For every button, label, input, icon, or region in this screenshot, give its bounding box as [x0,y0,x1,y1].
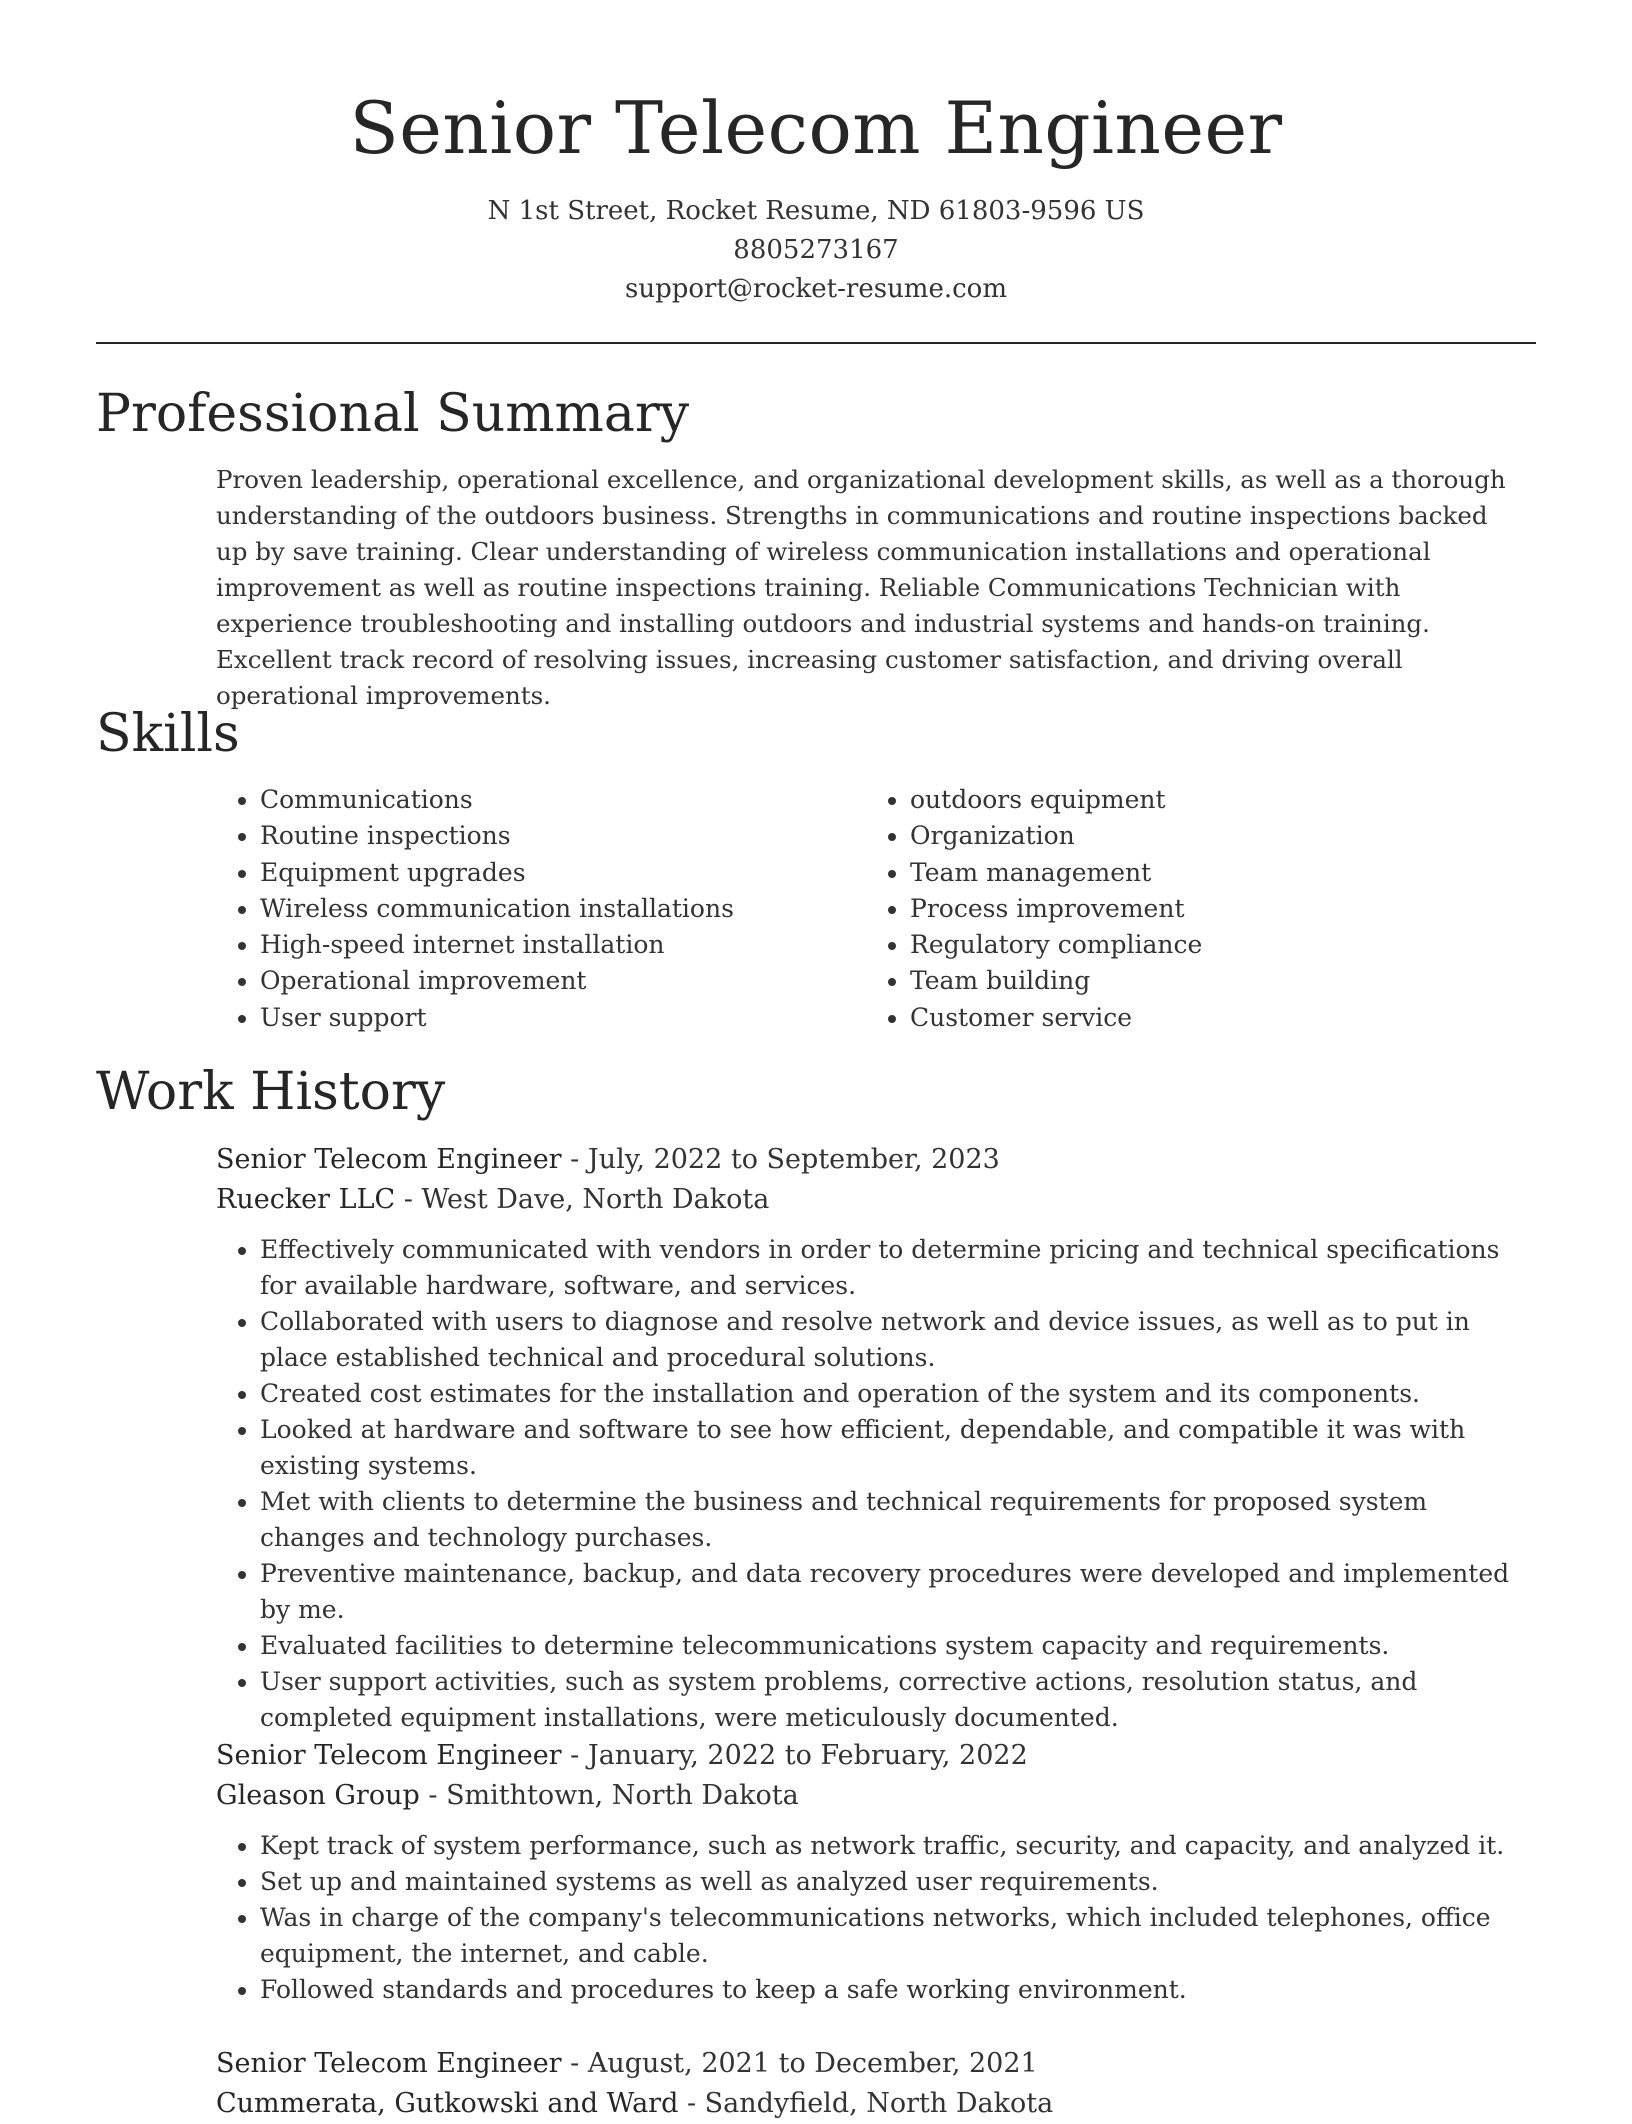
job-separator: - [561,1740,588,1771]
skill-item: • outdoors equipment [910,782,1202,818]
section-title-skills: Skills [96,704,240,764]
resume-name: Senior Telecom Engineer [349,86,1283,170]
job-separator: - [395,1184,422,1215]
job-bullet: • Followed standards and procedures to keep a safe working environment. [260,1972,1510,2008]
job-title: Senior Telecom Engineer [216,2048,562,2079]
skill-item: • Process improvement [910,891,1202,927]
job-title: Senior Telecom Engineer [216,1740,562,1771]
skill-item: • Regulatory compliance [910,927,1202,963]
skill-item: • User support [260,1000,734,1036]
job-dates: August, 2021 to December, 2021 [587,2048,1038,2079]
job-dates: July, 2022 to September, 2023 [587,1144,1000,1175]
job-location: Sandyfield, North Dakota [704,2088,1054,2119]
job-bullet: • Met with clients to determine the business and technical requirements for proposed system changes and technology purchases. [260,1484,1510,1556]
skill-item: • Team building [910,963,1202,999]
skill-item: • Routine inspections [260,818,734,854]
job-company: Cummerata, Gutkowski and Ward [216,2088,679,2119]
contact-address: N 1st Street, Rocket Resume, ND 61803-9596 US [487,196,1145,226]
skills-column-1 [216,782,734,1036]
job-title-line [216,1140,1536,1180]
job-bullet: • User support activities, such as system problems, corrective actions, resolution status, and completed equipment installations, were meticulously documented. [260,1664,1510,1736]
summary-text: Proven leadership, operational excellence, and organizational development skills, as well as a thorough understanding of the outdoors business. Strengths in communications and routine inspections backed up by save training. Clear understanding of wireless communication installations and operational improvement as well as routine inspections training. Reliable Communications Technician with experience troubleshooting and installing outdoors and industrial systems and hands-on training. Excellent track record of resolving issues, increasing customer satisfaction, and driving overall operational improvements. [216,465,1506,710]
job-company: Gleason Group [216,1780,420,1811]
job-location: West Dave, North Dakota [421,1184,770,1215]
job-bullet: • Evaluated facilities to determine telecommunications system capacity and requirements. [260,1628,1510,1664]
job-title-line [216,1736,1536,1776]
job-bullet: • Was in charge of the company's telecommunications networks, which included telephones, office equipment, the internet, and cable. [260,1900,1510,1972]
job-title-line [216,2044,1536,2084]
skill-item: • High-speed internet installation [260,927,734,963]
job-bullets [216,1232,1536,1736]
job-entry [216,1736,1536,2008]
skill-item: • Equipment upgrades [260,855,734,891]
job-company: Ruecker LLC [216,1184,396,1215]
job-bullet: • Kept track of system performance, such as network traffic, security, and capacity, and analyzed it. [260,1828,1510,1864]
skill-item: • Customer service [910,1000,1202,1036]
contact-info [0,192,1632,309]
job-title: Senior Telecom Engineer [216,1144,562,1175]
job-bullet: • Preventive maintenance, backup, and data recovery procedures were developed and implemented by me. [260,1556,1510,1628]
job-dates: January, 2022 to February, 2022 [587,1740,1028,1771]
skill-item: • Organization [910,818,1202,854]
job-separator: - [419,1780,447,1811]
job-bullet: • Collaborated with users to diagnose and resolve network and device issues, as well as to put in place established technical and procedural solutions. [260,1304,1510,1376]
job-location: Smithtown, North Dakota [446,1780,799,1811]
job-company-line [216,1180,1536,1220]
job-bullet: • Effectively communicated with vendors in order to determine pricing and technical specifications for available hardware, software, and services. [260,1232,1510,1304]
job-company-line [216,1776,1536,1816]
job-separator: - [561,2048,588,2079]
skill-item: • Operational improvement [260,963,734,999]
skill-item: • Communications [260,782,734,818]
job-bullet: • Set up and maintained systems as well as analyzed user requirements. [260,1864,1510,1900]
resume-header [0,80,1632,309]
job-company-line [216,2084,1536,2124]
job-bullet: • Created cost estimates for the installation and operation of the system and its components. [260,1376,1510,1412]
header-divider [96,342,1536,344]
section-title-work-history: Work History [96,1062,446,1122]
job-separator: - [678,2088,705,2119]
contact-email: support@rocket-resume.com [624,274,1007,304]
job-separator: - [561,1144,588,1175]
job-bullets [216,1828,1536,2008]
section-title-summary: Professional Summary [96,384,690,444]
contact-phone: 8805273167 [733,235,899,265]
skill-item: • Team management [910,855,1202,891]
job-entry [216,1140,1536,1736]
skill-item: • Wireless communication installations [260,891,734,927]
job-entry [216,2044,1536,2124]
skills-column-2 [866,782,1202,1036]
job-bullet: • Looked at hardware and software to see how efficient, dependable, and compatible it was with existing systems. [260,1412,1510,1484]
